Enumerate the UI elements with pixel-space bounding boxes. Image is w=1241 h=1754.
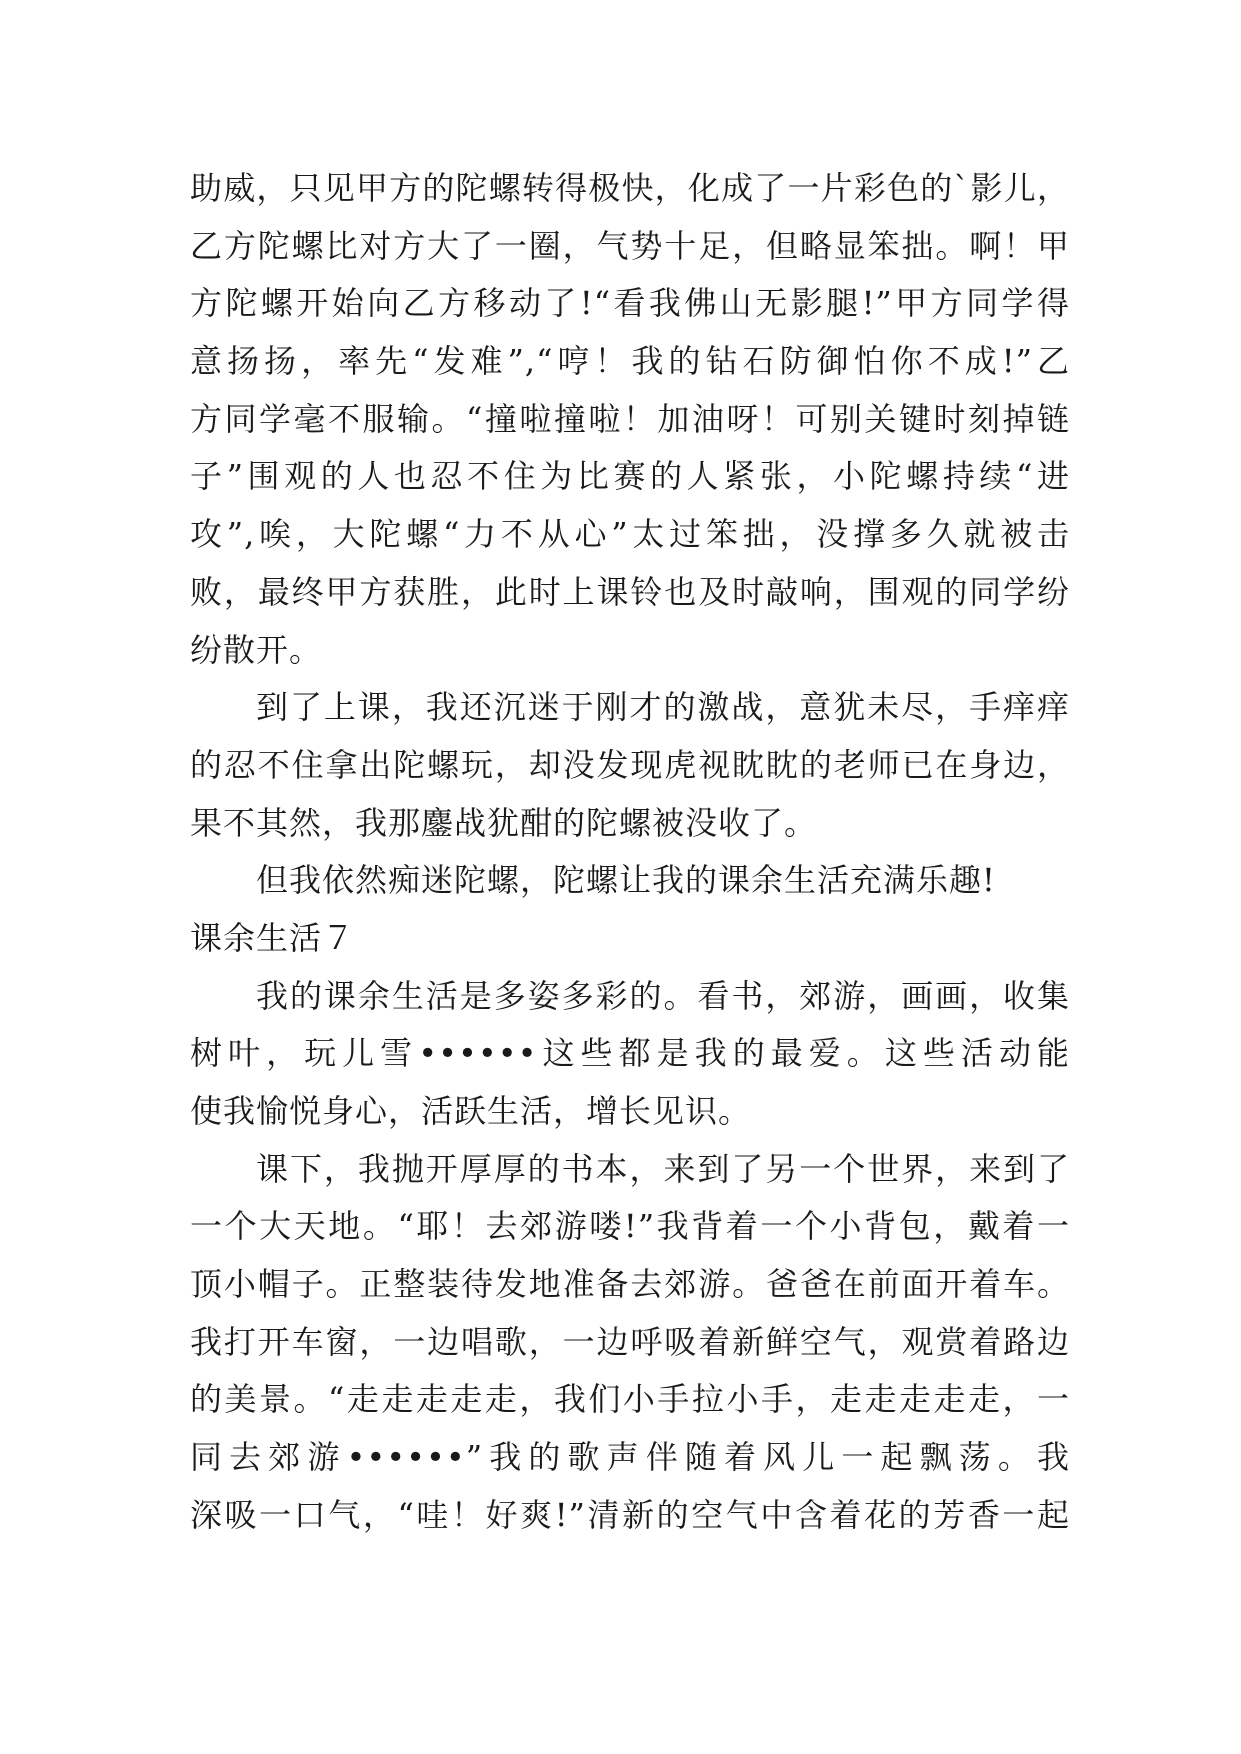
text-line: 败，最终甲方获胜，此时上课铃也及时敲响，围观的同学纷 [190, 572, 1070, 611]
text-line: 一个大天地。“耶！去郊游喽!”我背着一个小背包，戴着一 [190, 1207, 1070, 1246]
text-line: 意扬扬，率先“发难”,“哼！我的钻石防御怕你不成!”乙 [190, 342, 1070, 381]
article-body [190, 160, 1070, 1545]
section-heading: 课余生活７ [190, 918, 356, 957]
text-line: 方同学毫不服输。“撞啦撞啦！加油呀！可别关键时刻掉链 [190, 399, 1070, 438]
text-line: 顶小帽子。正整装待发地准备去郊游。爸爸在前面开着车。 [190, 1265, 1070, 1304]
text-line: 方陀螺开始向乙方移动了!“看我佛山无影腿!”甲方同学得 [190, 284, 1070, 323]
paragraph-first-line: 我的课余生活是多姿多彩的。看书，郊游，画画，收集 [256, 976, 1070, 1015]
text-line: 深吸一口气，“哇！好爽!”清新的空气中含着花的芳香一起 [190, 1495, 1070, 1534]
text-line: 助威，只见甲方的陀螺转得极快，化成了一片彩色的`影儿， [190, 169, 1070, 207]
text-line: 树叶，玩儿雪••••••这些都是我的最爱。这些活动能 [190, 1034, 1070, 1073]
text-line: 子”围观的人也忍不住为比赛的人紧张，小陀螺持续“进 [190, 457, 1070, 496]
paragraph-first-line: 课下，我抛开厚厚的书本，来到了另一个世界，来到了 [256, 1149, 1070, 1188]
text-line: 同去郊游••••••”我的歌声伴随着风儿一起飘荡。我 [190, 1438, 1070, 1477]
text-line: 使我愉悦身心，活跃生活，增长见识。 [190, 1092, 752, 1130]
text-line: 乙方陀螺比对方大了一圈，气势十足，但略显笨拙。啊！甲 [190, 226, 1070, 265]
paragraph-first-line: 到了上课，我还沉迷于刚才的激战，意犹未尽，手痒痒 [256, 688, 1070, 727]
text-line: 果不其然，我那鏖战犹酣的陀螺被没收了。 [190, 803, 818, 842]
paragraph-first-line: 但我依然痴迷陀螺，陀螺让我的课余生活充满乐趣! [256, 861, 996, 900]
text-line: 的忍不住拿出陀螺玩，却没发现虎视眈眈的老师已在身边， [190, 745, 1070, 784]
text-line: 的美景。“走走走走走，我们小手拉小手，走走走走走，一 [190, 1380, 1070, 1419]
text-line: 我打开车窗，一边唱歌，一边呼吸着新鲜空气，观赏着路边 [190, 1322, 1070, 1361]
text-line: 纷散开。 [190, 630, 323, 669]
text-line: 攻”,唉，大陀螺“力不从心”太过笨拙，没撑多久就被击 [190, 515, 1070, 554]
